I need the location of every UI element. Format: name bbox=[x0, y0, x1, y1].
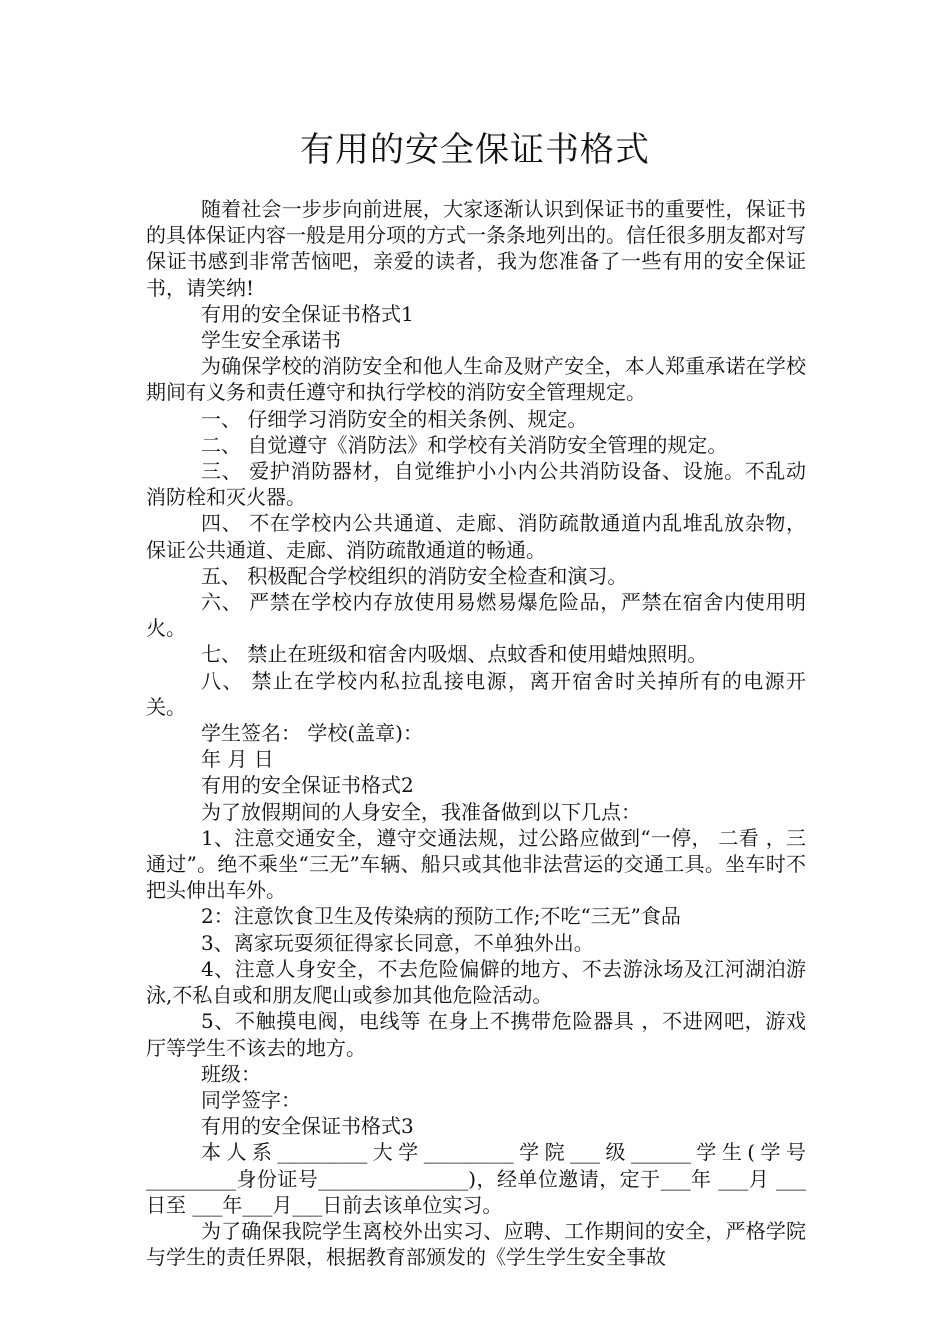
list-item: 2：注意饮食卫生及传染病的预防工作;不吃“三无”食品 bbox=[201, 904, 681, 929]
list-item: 3、离家玩耍须征得家长同意，不单独外出。 bbox=[201, 930, 594, 955]
document-body bbox=[146, 196, 806, 1270]
list-item: 5、不触摸电阀，电线等 在身上不携带危险器具 ，不进网吧，游戏厅等学生不该去的地方。 bbox=[146, 1009, 806, 1060]
list-item: 七、 禁止在班级和宿舍内吸烟、点蚊香和使用蜡烛照明。 bbox=[201, 642, 708, 667]
paragraph: 为了放假期间的人身安全，我准备做到以下几点： bbox=[201, 799, 641, 824]
paragraph-intro: 随着社会一步步向前进展，大家逐渐认识到保证书的重要性，保证书的具体保证内容一般是用分项的方式一条条地列出的。信任很多朋友都对写保证书感到非常苦恼吧，亲爱的读者，我为您准备了一些有用的安全保证书，请笑纳! bbox=[146, 197, 806, 300]
document-title: 有用的安全保证书格式 bbox=[300, 130, 650, 170]
list-item: 二、 自觉遵守《消防法》和学校有关消防安全管理的规定。 bbox=[201, 432, 728, 457]
list-item: 四、 不在学校内公共通道、走廊、消防疏散通道内乱堆乱放杂物，保证公共通道、走廊、消防疏散通道的畅通。 bbox=[146, 511, 806, 562]
paragraph: 为确保学校的消防安全和他人生命及财产安全，本人郑重承诺在学校期间有义务和责任遵守和执行学校的消防安全管理规定。 bbox=[146, 354, 806, 405]
list-item: 六、 严禁在学校内存放使用易燃易爆危险品，严禁在宿舍内使用明火。 bbox=[146, 590, 806, 641]
section-heading-3: 有用的安全保证书格式3 bbox=[201, 1114, 414, 1139]
date-line: 年 月 日 bbox=[201, 747, 274, 772]
list-item: 一、 仔细学习消防安全的相关条例、规定。 bbox=[201, 406, 588, 431]
class-line: 班级： bbox=[201, 1061, 261, 1086]
list-item: 4、注意人身安全，不去危险偏僻的地方、不去游泳场及江河湖泊游泳,不私自或和朋友爬山或参加其他危险活动。 bbox=[146, 956, 806, 1008]
subheading-student-pledge: 学生安全承诺书 bbox=[201, 328, 341, 353]
signature-line: 学生签名： 学校(盖章)： bbox=[201, 721, 423, 746]
section-heading-1: 有用的安全保证书格式1 bbox=[201, 301, 414, 326]
section-heading-2: 有用的安全保证书格式2 bbox=[201, 773, 414, 798]
paragraph: 为了确保我院学生离校外出实习、应聘、工作期间的安全，严格学院与学生的责任界限，根据教育部颁发的《学生学生安全事故 bbox=[146, 1218, 806, 1270]
list-item: 三、 爱护消防器材，自觉维护小小内公共消防设备、设施。不乱动消防栓和灭火器。 bbox=[146, 459, 806, 510]
list-item: 八、 禁止在学校内私拉乱接电源，离开宿舍时关掉所有的电源开关。 bbox=[146, 668, 806, 719]
signature-line: 同学签字： bbox=[201, 1087, 301, 1112]
list-item: 1、注意交通安全，遵守交通法规，过公路应做到“一停， 二看 ，三通过”。绝不乘坐“三无”车辆、船只或其他非法营运的交通工具。坐车时不把头伸出车外。 bbox=[146, 825, 806, 903]
form-paragraph: 本人系_________大学_________学院___级______学生(学号_________身份证号_______________)，经单位邀请，定于___年 ___月 ___ 日至 ___年___月___日前去该单位实习。 bbox=[146, 1140, 806, 1217]
list-item: 五、 积极配合学校组织的消防安全检查和演习。 bbox=[201, 563, 628, 588]
